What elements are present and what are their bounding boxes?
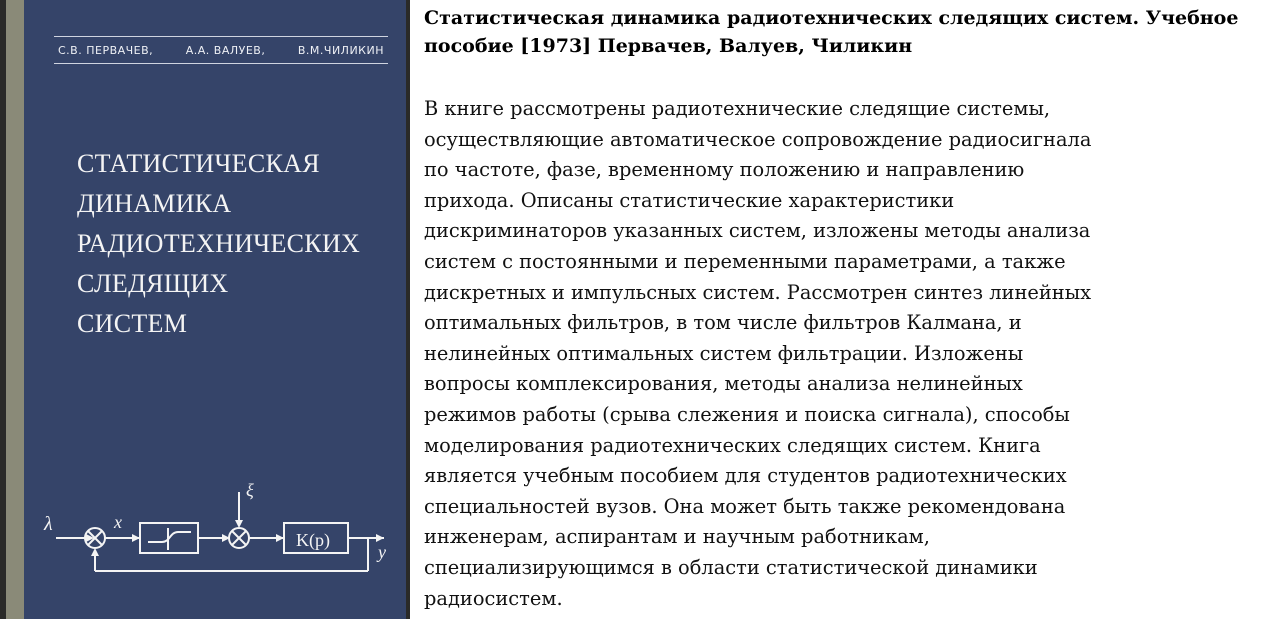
cover-author: А.А. ВАЛУЕВ, [185, 43, 266, 57]
arrow-icon [276, 534, 284, 542]
cover-title-line: РАДИОТЕХНИЧЕСКИХ [77, 229, 361, 258]
body-line: прихода. Описаны статистические характеристики [424, 188, 955, 212]
output-label: y [378, 542, 386, 562]
body-line: инженерам, аспирантам и научным работникам, [424, 525, 930, 549]
body-line: осуществляющие автоматическое сопровождение радиосигнала [424, 127, 1092, 151]
body-line: нелинейных оптимальных систем фильтрации. Изложены [424, 341, 1024, 365]
noise-label: ξ [246, 480, 254, 500]
body-line: систем с постоянными и переменными параметрами, а также [424, 249, 1066, 273]
block-diagram [38, 470, 398, 590]
cover-title [77, 144, 360, 344]
error-label: x [114, 512, 122, 532]
arrow-icon [376, 534, 384, 542]
cover-authors [54, 36, 388, 64]
arrow-icon [132, 534, 140, 542]
body-line: вопросы комплексирования, методы анализа нелинейных [424, 372, 1023, 396]
body-line: моделирования радиотехнических следящих систем. Книга [424, 433, 1041, 457]
filter-label: K(p) [296, 530, 330, 550]
body-line: является учебным пособием для студентов радиотехнических [424, 464, 1067, 488]
arrow-icon [91, 548, 99, 556]
body-line: специальностей вузов. Она может быть также рекомендована [424, 494, 1066, 518]
book-cover-image [0, 0, 410, 619]
body-line: по частоте, фазе, временному положению и направлению [424, 158, 1025, 182]
body-line: дискриминаторов указанных систем, изложены методы анализа [424, 219, 1091, 243]
cover-title-line: СЛЕДЯЩИХ [77, 269, 229, 298]
cover-title-line: ДИНАМИКА [77, 189, 232, 218]
input-label: λ [44, 513, 53, 535]
article-body [424, 60, 1274, 614]
cover-author: С.В. ПЕРВАЧЕВ, [58, 43, 154, 57]
cover-author: В.М.ЧИЛИКИН [297, 43, 384, 57]
body-line: В книге рассмотрены радиотехнические следящие системы, [424, 97, 1051, 120]
body-line: дискретных и импульсных систем. Рассмотрен синтез линейных [424, 280, 1092, 304]
cover-title-line: СТАТИСТИЧЕСКАЯ [77, 149, 320, 178]
cover-title-line: СИСТЕМ [77, 309, 188, 338]
discriminator-curve-icon [148, 532, 191, 542]
body-line: режимов работы (срыва слежения и поиска сигнала), способы [424, 402, 1070, 426]
body-line: специализирующимся в области статистической динамики [424, 555, 1038, 579]
book-cover [24, 0, 406, 619]
body-line: радиосистем. [424, 586, 563, 610]
article [424, 0, 1274, 619]
arrow-icon [235, 520, 243, 528]
article-title: Статистическая динамика радиотехнических следящих систем. Учебное пособие [1973] Первачев, Валуев, Чиликин [424, 7, 1239, 57]
body-line: оптимальных фильтров, в том числе фильтров Калмана, и [424, 311, 1022, 335]
book-spine [6, 0, 24, 619]
